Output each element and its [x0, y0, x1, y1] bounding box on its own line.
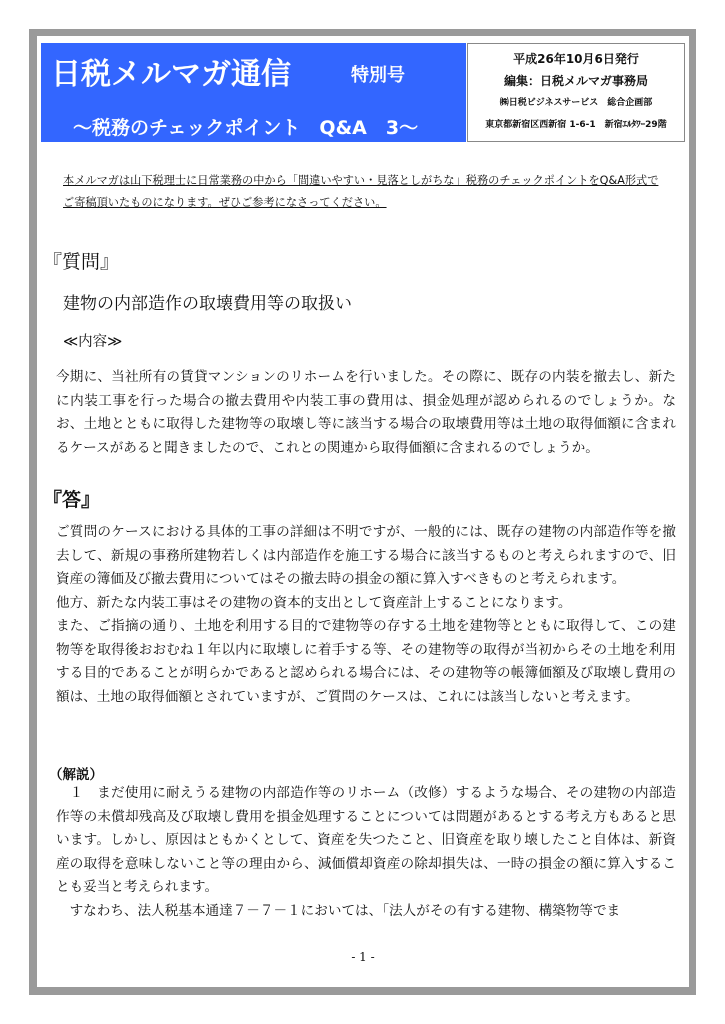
publication-info-box [467, 43, 685, 142]
answer-paragraph: 他方、新たな内装工事はその建物の資本的支出として資産計上することになります。 [56, 594, 572, 611]
explanation-paragraph: １ まだ使用に耐えうる建物の内部造作等のリホーム（改修）するような場合、その建物の内部造作等の未償却残高及び取壊し費用を損金処理することについては問題があるとする考え方もあると思います。しかし、原因はともかくとして、資産を失つたこと、旧資産を取り壊したこと自体は、新資産の取得を意味しないこと等の理由から、減価償却資産の除却損失は、一時の損金の額に算入することも妥当と考えられます。 [56, 785, 676, 895]
explanation-paragraph: すなわち、法人税基本通達７－７－１においては、「法人がその有する建物、構築物等でま [69, 902, 621, 919]
question-title: 建物の内部造作の取壊費用等の取扱い [63, 294, 352, 314]
content-label: ≪内容≫ [63, 334, 123, 350]
intro-line-1: 本メルマガは山下税理士に日常業務の中から「間違いやすい・見落としがちな」税務のチェックポイントをQ&A形式で [63, 174, 659, 187]
page-number: - 1 - [351, 950, 375, 964]
address-line: 東京都新宿区西新宿 1-6-1 新宿ｴﾙﾀﾜｰ29階 [485, 120, 667, 130]
question-heading: 『質問』 [43, 251, 120, 273]
newsletter-subtitle: ～税務のチェックポイント Q&A 3～ [73, 117, 419, 139]
editor-line: 編集：日税メルマガ事務局 [503, 74, 648, 88]
edition-label: 特別号 [351, 65, 405, 86]
answer-body [56, 521, 676, 709]
question-body [56, 366, 676, 460]
page [37, 36, 689, 987]
question-paragraph: 今期に、当社所有の賃貸マンションのリホームを行いました。その際に、既存の内装を撤去し、新たに内装工事を行った場合の撤去費用や内装工事の費用は、損金処理が認められるのでしょうか。なお、土地とともに取得した建物等の取壊し等に該当する場合の取壊費用等は土地の取得価額に含まれるケースがあると聞きましたので、これとの関連から取得価額に含まれるのでしょうか。 [56, 369, 676, 456]
answer-paragraph: また、ご指摘の通り、土地を利用する目的で建物等の存する土地を建物等とともに取得して、この建物等を取得後おおむね１年以内に取壊しに着手する等、その建物等の取得が当初からその土地を利用する目的であることが明らかであると認められる場合には、その建物等の帳簿価額及び取壊し費用の額は、土地の取得価額とされていますが、ご質問のケースは、これには該当しないと考えます。 [56, 618, 676, 705]
intro-line-2: ご寄稿頂いたものになります。ぜひご参考になさってください。 [63, 196, 387, 209]
page-frame [29, 29, 696, 995]
newsletter-title: 日税メルマガ通信 [51, 57, 291, 92]
answer-heading: 『答』 [43, 489, 101, 511]
publication-date: 平成26年10月6日発行 [513, 52, 639, 66]
explanation-body [56, 782, 676, 923]
answer-paragraph: ご質問のケースにおける具体的工事の詳細は不明ですが、一般的には、既存の建物の内部造作等を撤去して、新規の事務所建物若しくは内部造作を施工する場合に該当するものと考えられますので、旧資産の簿価及び撤去費用についてはその撤去時の損金の額に算入すべきものと考えられます。 [56, 524, 676, 587]
company-line: ㈱日税ビジネスサービス 総合企画部 [499, 98, 653, 108]
newsletter-banner [41, 43, 466, 142]
intro-note [63, 170, 663, 214]
explanation-label: （解説） [49, 767, 103, 783]
